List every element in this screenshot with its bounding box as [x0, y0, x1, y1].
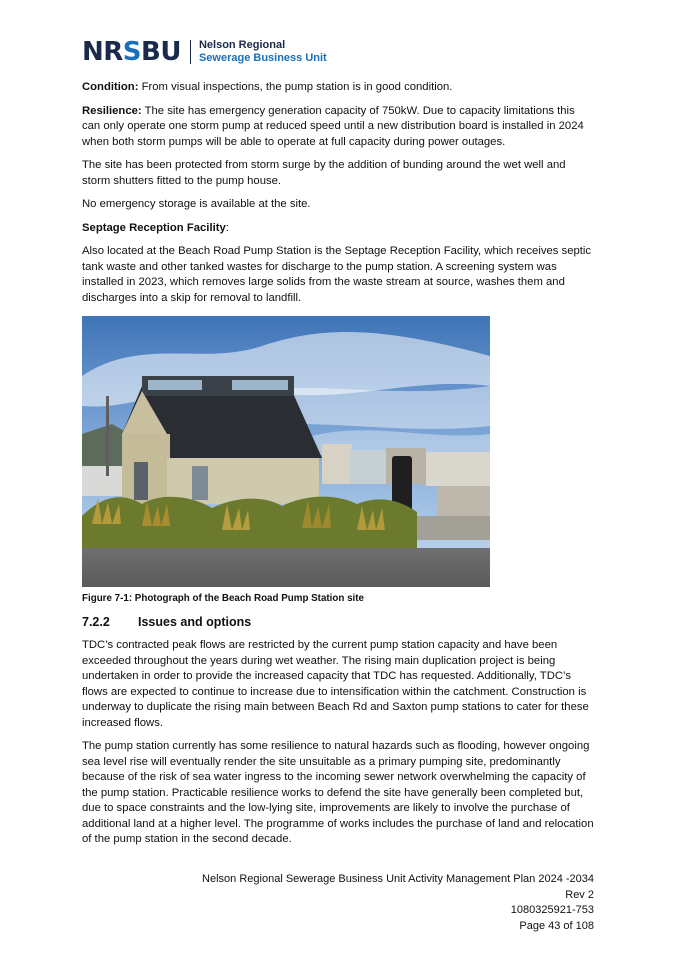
logo-mark-s: S	[122, 37, 142, 67]
septage-heading-paragraph	[82, 221, 594, 237]
logo-mark-nr: NR	[82, 37, 123, 67]
section-number: 7.2.2	[82, 614, 110, 629]
footer-plan-title: Nelson Regional Sewerage Business Unit Activity Management Plan 2024 -2034	[202, 873, 594, 885]
logo-line-2: Sewerage Business Unit	[198, 52, 327, 64]
footer-doc-number: 1080325921-753	[510, 904, 594, 916]
septage-paragraph: Also located at the Beach Road Pump Station is the Septage Reception Facility, which receives septic tank waste and other tanked wastes for discharge to the pump station. A screening system was installed in 2023, which removes large solids from the waste stream at source, washes them and discharges into a skip for removal to landfill.	[82, 245, 592, 304]
pump-station-photo	[82, 316, 490, 587]
section-title: Issues and options	[138, 614, 252, 629]
logo-divider	[190, 40, 191, 64]
footer-revision: Rev 2	[565, 888, 594, 901]
resilience-paragraph	[82, 104, 594, 151]
figure-caption: Figure 7-1: Photograph of the Beach Road Pump Station site	[82, 593, 364, 604]
septage-heading: Septage Reception Facility	[82, 221, 226, 234]
logo-mark	[82, 39, 181, 65]
condition-text: From visual inspections, the pump station is in good condition.	[138, 81, 453, 93]
septage-heading-colon: :	[225, 221, 229, 234]
condition-paragraph	[82, 80, 594, 96]
resilience-label: Resilience:	[82, 104, 142, 117]
nrsbu-logo	[82, 36, 327, 68]
logo-text	[199, 39, 327, 65]
resilience-text: The site has emergency generation capacity of 750kW. Due to capacity limitations this can only operate one storm pump at reduced speed until a new distribution board is installed in 2024 when both storm pumps will be able to operate at full capacity during power outages.	[82, 104, 584, 148]
logo-line-1: Nelson Regional	[198, 39, 286, 51]
issues-paragraph-1: TDC’s contracted peak flows are restricted by the current pump station capacity and have been exceeded throughout the years during wet weather. The rising main duplication project is being undertaken in order to provide the increased capacity that TDC has requested. Additionally, TDC’s flows are expected to continue to increase due to intensification within the catchment. Construction is underway to duplicate the rising main between Beach Rd and Saxton pump stations to cater for these increased flows.	[82, 639, 589, 729]
issues-paragraph-2: The pump station currently has some resilience to natural hazards such as flooding, however ongoing sea level rise will eventually render the site unsuitable as a primary pumping site, predominantly because of the risk of sea water ingress to the incoming sewer network overwhelming the capacity of the pump station. Practicable resilience works to defend the site have generally been completed but, due to space constraints and the low-lying site, improvements are likely to involve the purchase of additional land at a higher level. The programme of works includes the purchase of land and relocation of the pump station in the second decade.	[82, 740, 594, 845]
logo-mark-bu: BU	[141, 37, 181, 67]
section-heading	[82, 615, 594, 631]
storm-surge-paragraph: The site has been protected from storm surge by the addition of bunding around the wet well and storm shutters fitted to the pump house.	[82, 159, 566, 187]
footer-page-number: Page 43 of 108	[519, 919, 594, 932]
main-content	[82, 80, 594, 856]
no-storage-paragraph: No emergency storage is available at the site.	[82, 198, 311, 210]
page-footer	[202, 872, 594, 934]
condition-label: Condition:	[82, 81, 139, 93]
